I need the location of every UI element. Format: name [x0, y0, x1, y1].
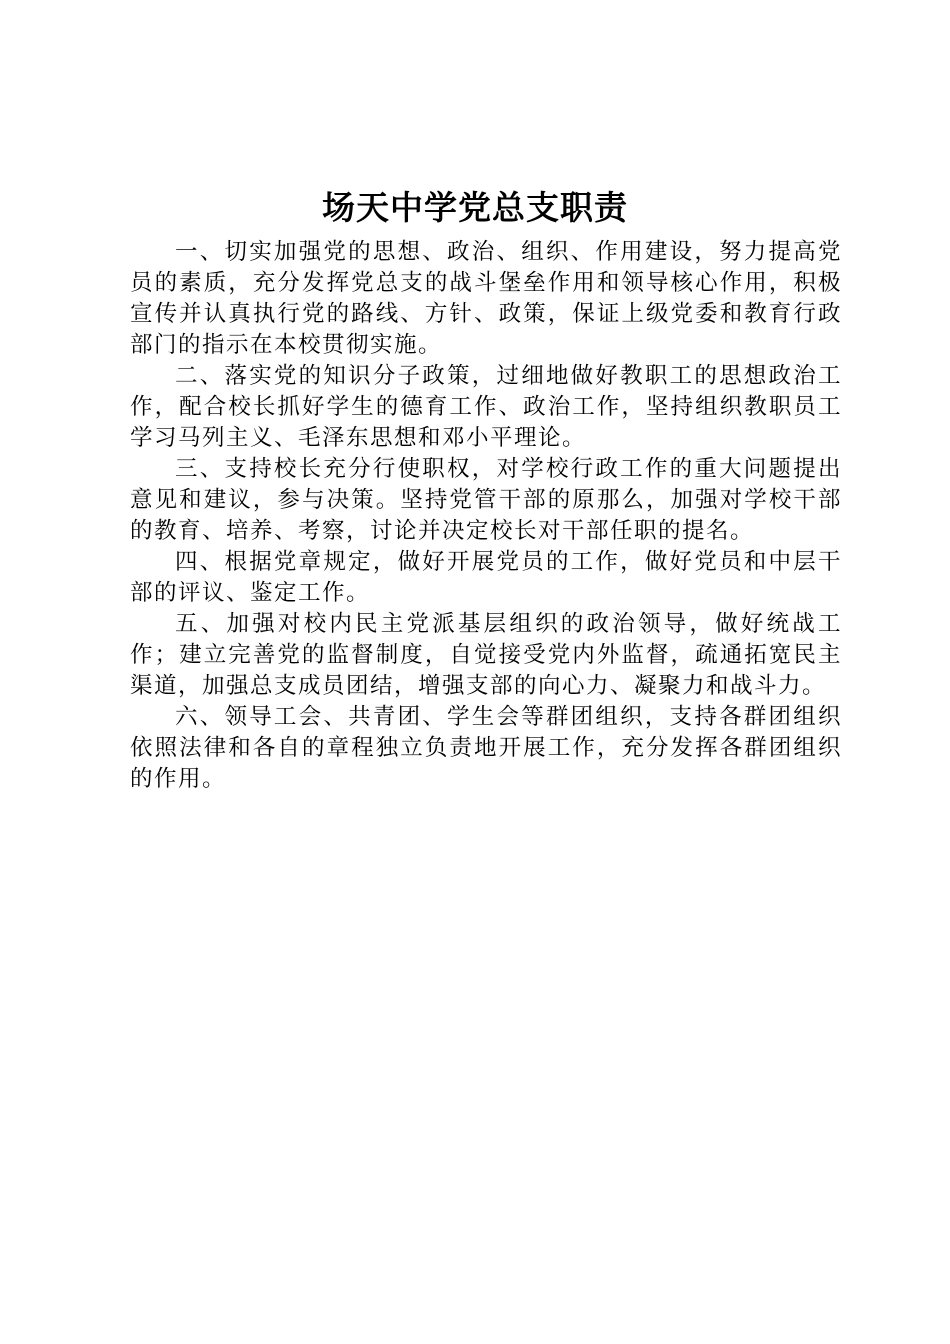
paragraph-2: 二、落实党的知识分子政策，过细地做好教职工的思想政治工作，配合校长抓好学生的德育工作、政治工作，坚持组织教职员工学习马列主义、毛泽东思想和邓小平理论。 — [130, 363, 842, 451]
paragraph-1: 一、切实加强党的思想、政治、组织、作用建设，努力提高党员的素质，充分发挥党总支的战斗堡垒作用和领导核心作用，积极宣传并认真执行党的路线、方针、政策，保证上级党委和教育行政部门的指示在本校贯彻实施。 — [130, 239, 842, 358]
paragraph-4: 四、根据党章规定，做好开展党员的工作，做好党员和中层干部的评议、鉴定工作。 — [130, 549, 842, 606]
paragraph-6: 六、领导工会、共青团、学生会等群团组织，支持各群团组织依照法律和各自的章程独立负责地开展工作，充分发挥各群团组织的作用。 — [130, 704, 842, 792]
paragraph-3: 三、支持校长充分行使职权，对学校行政工作的重大问题提出意见和建议，参与决策。坚持党管干部的原那么，加强对学校干部的教育、培养、考察，讨论并决定校长对干部任职的提名。 — [130, 456, 842, 544]
paragraph-5: 五、加强对校内民主党派基层组织的政治领导，做好统战工作；建立完善党的监督制度，自觉接受党内外监督，疏通拓宽民主渠道，加强总支成员团结，增强支部的向心力、凝聚力和战斗力。 — [130, 611, 842, 699]
document-title: 场天中学党总支职责 — [322, 188, 628, 227]
document-body — [130, 237, 842, 795]
